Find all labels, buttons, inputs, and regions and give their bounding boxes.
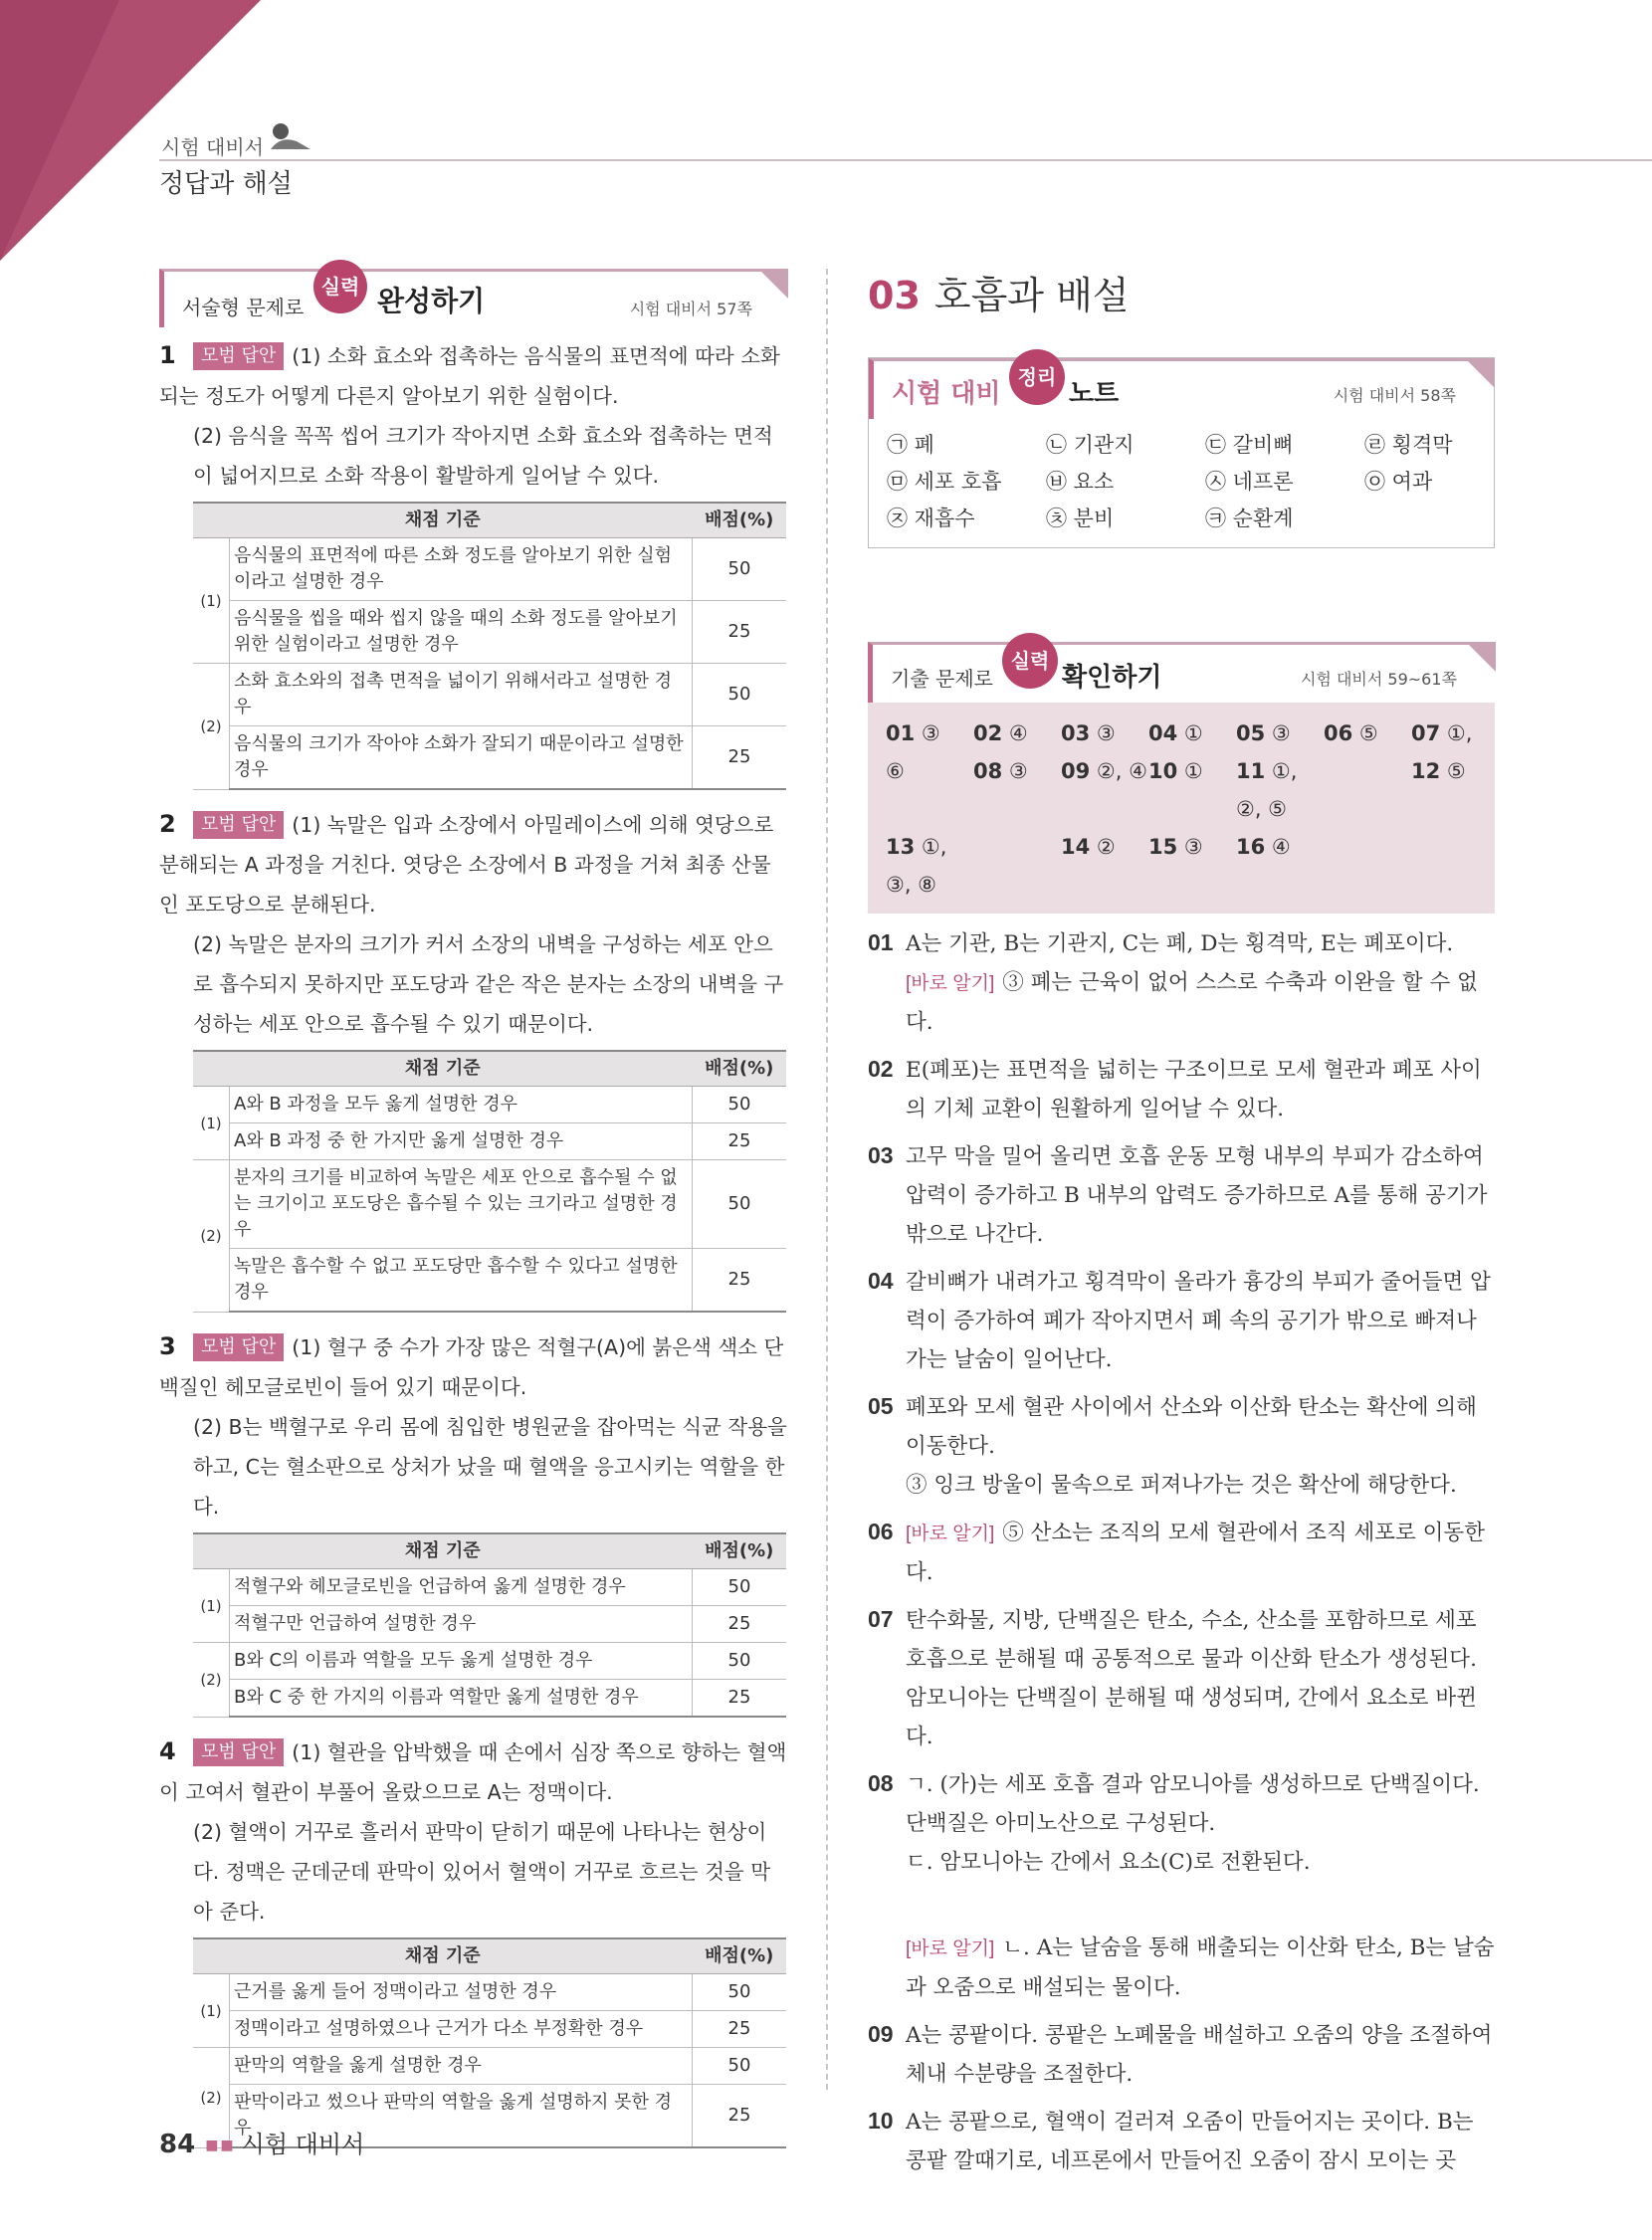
- question-item: [159, 804, 788, 1313]
- question-item: [159, 1326, 788, 1718]
- header-rule: [159, 159, 1652, 161]
- rubric-row: [193, 1160, 786, 1249]
- note-page-ref: 시험 대비서 58쪽: [1333, 386, 1456, 405]
- rubric-points-cell: 50: [693, 1087, 787, 1123]
- character-icon: [267, 121, 312, 151]
- explanation-text: E(폐포)는 표면적을 넓히는 구조이므로 모세 혈관과 폐포 사이의 기체 교환이 원활하게 일어날 수 있다.: [906, 1058, 1482, 1121]
- explanation-item: [868, 923, 1495, 1042]
- answer-choice: ①,: [1446, 721, 1473, 745]
- term-item: ㉩ 분비: [1046, 507, 1115, 530]
- rubric-points-cell: 50: [693, 2048, 787, 2085]
- answer-number: 03: [1061, 721, 1091, 745]
- answer-cell: [973, 752, 1061, 828]
- rubric-points-cell: 25: [693, 2085, 787, 2148]
- explanation-text: A는 기관, B는 기관지, C는 폐, D는 횡격막, E는 폐포이다.: [906, 931, 1454, 956]
- explanation-item: [868, 1764, 1495, 1882]
- rubric-criteria-cell: A와 B 과정을 모두 옳게 설명한 경우: [230, 1087, 693, 1123]
- banner-page-ref: 시험 대비서 57쪽: [629, 300, 752, 318]
- answer-number: 16: [1236, 835, 1266, 859]
- question-first-line: [159, 1731, 788, 1812]
- explanation-text: 고무 막을 밀어 올리면 호흡 운동 모형 내부의 부피가 감소하여 압력이 증가하고 B 내부의 압력도 증가하므로 A를 통해 공기가 밖으로 나간다.: [906, 1144, 1488, 1247]
- rubric-criteria-cell: B와 C의 이름과 역할을 모두 옳게 설명한 경우: [230, 1643, 693, 1680]
- rubric-header-row: [193, 1938, 786, 1974]
- rubric-criteria-cell: 음식물의 크기가 작아야 소화가 잘되기 때문이라고 설명한 경우: [230, 726, 693, 790]
- explanation-item: [868, 1136, 1495, 1254]
- explanation-subtext: ㄷ. 암모니아는 간에서 요소(C)로 전환된다.: [906, 1850, 1311, 1875]
- rubric-part-label: (1): [193, 1569, 230, 1643]
- answer-choice: ⑤: [1446, 759, 1466, 783]
- explanation-number: 02: [868, 1056, 894, 1082]
- check-prefix: 기출 문제로: [891, 667, 993, 691]
- question-first-line: [159, 804, 788, 924]
- summary-note-header: [869, 358, 1494, 419]
- explanation-item: [868, 1513, 1495, 1592]
- answer-choice: ③: [1183, 835, 1203, 859]
- answer-choice: ④: [1271, 835, 1291, 859]
- chapter-title: [868, 265, 1495, 319]
- rubric-points-header: 배점(%): [693, 1938, 787, 1974]
- correction-tag: [바로 알기]: [906, 973, 995, 994]
- footer-bullets-icon: ■■: [205, 2138, 236, 2153]
- rubric-row: [193, 726, 786, 790]
- check-corner: [1466, 642, 1496, 672]
- answer-cell: [1236, 714, 1324, 752]
- answer-cell: [1324, 714, 1411, 752]
- term-item: [1364, 501, 1504, 537]
- explanation-number: 05: [868, 1393, 894, 1419]
- rubric-points-cell: 25: [693, 1606, 787, 1643]
- rubric-points-cell: 25: [693, 1680, 787, 1718]
- note-prefix: 시험 대비: [892, 379, 1001, 409]
- term-item: ㉡ 기관지: [1046, 433, 1135, 457]
- term-item: ㉢ 갈비뼈: [1205, 433, 1294, 457]
- term-item: ㉦ 네프론: [1205, 470, 1294, 494]
- rubric-criteria-cell: 소화 효소와의 접촉 면적을 넓이기 위해서라고 설명한 경우: [230, 664, 693, 726]
- term-grid: [869, 419, 1494, 547]
- rubric-criteria-header: 채점 기준: [193, 1533, 693, 1569]
- answer-choice: ②: [1096, 835, 1116, 859]
- note-title: 노트: [1069, 379, 1120, 409]
- explanation-number: 10: [868, 2108, 894, 2134]
- answer-cell: [1324, 828, 1411, 904]
- term-item: ㉤ 세포 호흡: [887, 470, 1002, 494]
- answer-text: (2) 녹말은 분자의 크기가 커서 소장의 내벽을 구성하는 세포 안으로 흡수되지 못하지만 포도당과 같은 작은 분자는 소장의 내벽을 구성하는 세포 안으로 흡수될 수 있기 때문이다.: [193, 932, 784, 1036]
- term-item: ㉨ 재흡수: [887, 507, 975, 530]
- answer-choice: ③: [1096, 721, 1116, 745]
- header-series-title: 시험 대비서: [161, 135, 264, 159]
- explanation-number: 07: [868, 1606, 894, 1632]
- rubric-row: [193, 664, 786, 726]
- note-badge: 정리: [1009, 349, 1065, 405]
- answer-text: (2) B는 백혈구로 우리 몸에 침입한 병원균을 잡아먹는 식균 작용을 하고, C는 혈소판으로 상처가 났을 때 혈액을 응고시키는 역할을 한다.: [193, 1415, 787, 1519]
- model-answer-tag: 모범 답안: [193, 342, 284, 370]
- rubric-points-cell: 25: [693, 2011, 787, 2048]
- question-first-line: [159, 335, 788, 416]
- rubric-points-cell: 25: [693, 726, 787, 790]
- right-column: [868, 265, 1495, 2180]
- answer-number: 05: [1236, 721, 1266, 745]
- question-item: [159, 1731, 788, 2148]
- rubric-points-cell: 25: [693, 1249, 787, 1313]
- answer-text: (1) 소화 효소와 접촉하는 음식물의 표면적에 따라 소화되는 정도가 어떻게 다른지 알아보기 위한 실험이다.: [159, 344, 780, 408]
- banner-badge: 실력: [313, 260, 367, 313]
- answer-cell: [1411, 714, 1499, 752]
- answer-grid: [868, 703, 1495, 914]
- explanation-text: A는 콩팥으로, 혈액이 걸러져 오줌이 만들어지는 곳이다. B는 콩팥 깔때기로, 네프론에서 만들어진 오줌이 잠시 모이는 곳: [906, 2110, 1474, 2173]
- term-item: ㉧ 여과: [1364, 470, 1433, 494]
- explanation-number: 06: [868, 1519, 894, 1544]
- check-badge: 실력: [1002, 633, 1058, 689]
- explanation-subline: [906, 1843, 1495, 1882]
- answer-choice: ①: [1183, 721, 1203, 745]
- rubric-part-label: (2): [193, 1643, 230, 1718]
- answer-number: 14: [1061, 835, 1091, 859]
- model-answer-tag: 모범 답안: [193, 1738, 284, 1766]
- rubric-criteria-cell: 적혈구와 헤모글로빈을 언급하여 옳게 설명한 경우: [230, 1569, 693, 1606]
- rubric-table: [193, 1532, 786, 1718]
- rubric-part-label: (1): [193, 1087, 230, 1160]
- answer-cell: [1411, 752, 1499, 828]
- rubric-criteria-header: 채점 기준: [193, 1051, 693, 1087]
- explanation-number: 09: [868, 2021, 894, 2047]
- rubric-row: [193, 601, 786, 664]
- explanation-subtext: ③ 잉크 방울이 물속으로 퍼져나가는 것은 확산에 해당한다.: [906, 1473, 1457, 1498]
- rubric-points-header: 배점(%): [693, 1533, 787, 1569]
- left-column: [159, 269, 788, 2162]
- footer-label: 시험 대비서: [241, 2131, 365, 2158]
- rubric-criteria-cell: 판막의 역할을 옳게 설명한 경우: [230, 2048, 693, 2085]
- explanation-subtext: ③ 폐는 근육이 없어 스스로 수축과 이완을 할 수 없다.: [906, 970, 1478, 1035]
- question-number: 2: [159, 810, 176, 838]
- rubric-header-row: [193, 503, 786, 538]
- chapter-number: 03: [868, 274, 921, 317]
- rubric-criteria-cell: 적혈구만 언급하여 설명한 경우: [230, 1606, 693, 1643]
- banner-prefix: 서술형 문제로: [182, 296, 305, 319]
- rubric-criteria-cell: 분자의 크기를 비교하여 녹말은 세포 안으로 흡수될 수 없는 크기이고 포도당은 흡수될 수 있는 크기라고 설명한 경우: [230, 1160, 693, 1249]
- question-number: 3: [159, 1332, 176, 1360]
- page-number: 84: [159, 2130, 196, 2159]
- explanation-number: 08: [868, 1770, 894, 1796]
- answer-choice: ⑤: [1358, 721, 1378, 745]
- explanation-number: 03: [868, 1142, 894, 1168]
- page-title: 정답과 해설: [159, 169, 293, 199]
- explanation-item: [868, 1262, 1495, 1379]
- term-item: ㉣ 횡격막: [1364, 433, 1453, 457]
- explanation-subline: [906, 1929, 1495, 2007]
- answer-choice: ③: [1271, 721, 1291, 745]
- answer-choice: ⑥: [886, 759, 905, 783]
- answer-number: 12: [1411, 759, 1441, 783]
- question-list: [159, 335, 788, 2148]
- explanation-list: [868, 923, 1495, 2180]
- term-item: ㉥ 요소: [1046, 470, 1115, 494]
- answer-cell: [1236, 828, 1324, 904]
- explanation-number: 04: [868, 1268, 894, 1294]
- rubric-criteria-cell: 근거를 옳게 들어 정맥이라고 설명한 경우: [230, 1974, 693, 2011]
- page-footer: [159, 2125, 364, 2159]
- rubric-criteria-cell: A와 B 과정 중 한 가지만 옳게 설명한 경우: [230, 1123, 693, 1160]
- rubric-part-label: (1): [193, 1974, 230, 2048]
- explanation-item: [868, 1890, 1495, 2007]
- rubric-criteria-cell: 녹말은 흡수할 수 없고 포도당만 흡수할 수 있다고 설명한 경우: [230, 1249, 693, 1313]
- check-page-ref: 시험 대비서 59~61쪽: [1300, 670, 1457, 689]
- explanation-item: [868, 1050, 1495, 1128]
- answer-check-box: [868, 642, 1495, 914]
- explanation-text: 갈비뼈가 내려가고 횡격막이 올라가 흉강의 부피가 줄어들면 압력이 증가하여 폐가 작아지면서 폐 속의 공기가 밖으로 빠져나가는 날숨이 일어난다.: [906, 1270, 1491, 1372]
- answer-choice: ②, ④: [1096, 759, 1147, 783]
- rubric-points-cell: 25: [693, 601, 787, 664]
- explanation-text: ㄱ. (가)는 세포 호흡 결과 암모니아를 생성하므로 단백질이다. 단백질은 아미노산으로 구성된다.: [906, 1772, 1480, 1836]
- answer-number: 02: [973, 721, 1003, 745]
- explanation-text: 탄수화물, 지방, 단백질은 탄소, 수소, 산소를 포함하므로 세포 호흡으로 분해될 때 공통적으로 물과 이산화 탄소가 생성된다. 암모니아는 단백질이 분해될 때 생성되며, 간에서 요소로 바뀐다.: [906, 1608, 1477, 1749]
- answer-text: (1) 혈구 중 수가 가장 많은 적혈구(A)에 붉은색 색소 단백질인 헤모글로빈이 들어 있기 때문이다.: [159, 1335, 784, 1399]
- answer-text: (2) 혈액이 거꾸로 흘러서 판막이 닫히기 때문에 나타나는 현상이다. 정맥은 군데군데 판막이 있어서 혈액이 거꾸로 흐르는 것을 막아 준다.: [193, 1820, 771, 1924]
- note-corner: [1465, 358, 1495, 388]
- model-answer-tag: 모범 답안: [193, 811, 284, 839]
- answer-number: 09: [1061, 759, 1091, 783]
- explanation-item: [868, 1387, 1495, 1505]
- model-answer-tag: 모범 답안: [193, 1333, 284, 1361]
- answer-cell: [1148, 752, 1236, 828]
- answer-check-header: [868, 642, 1495, 703]
- rubric-row: [193, 1569, 786, 1606]
- answer-cell: [886, 828, 973, 904]
- rubric-table: [193, 1937, 786, 2148]
- rubric-header-row: [193, 1051, 786, 1087]
- explanation-number: 01: [868, 929, 894, 955]
- corner-decoration-shade: [0, 0, 119, 261]
- banner-corner: [758, 269, 788, 299]
- answer-cell: [1061, 828, 1148, 904]
- question-number: 4: [159, 1737, 176, 1765]
- answer-number: 11: [1236, 759, 1266, 783]
- explanation-subline: [906, 963, 1495, 1042]
- rubric-row: [193, 538, 786, 601]
- banner-title: 완성하기: [377, 285, 486, 317]
- answer-cell: [1148, 714, 1236, 752]
- answer-choice: ①, ③, ⑧: [886, 835, 947, 897]
- rubric-row: [193, 1680, 786, 1718]
- rubric-criteria-cell: 정맥이라고 설명하였으나 근거가 다소 부정확한 경우: [230, 2011, 693, 2048]
- chapter-name: 호흡과 배설: [933, 274, 1130, 317]
- answer-number: 10: [1148, 759, 1178, 783]
- rubric-points-header: 배점(%): [693, 503, 787, 538]
- answer-text: (2) 음식을 꼭꼭 씹어 크기가 작아지면 소화 효소와 접촉하는 면적이 넓어지므로 소화 작용이 활발하게 일어날 수 있다.: [193, 424, 773, 488]
- rubric-criteria-cell: 판막이라고 썼으나 판막의 역할을 옳게 설명하지 못한 경우: [230, 2085, 693, 2148]
- explanation-item: [868, 2015, 1495, 2094]
- answer-cell: [973, 828, 1061, 904]
- answer-choice: ①, ②, ⑤: [1236, 759, 1298, 821]
- rubric-row: [193, 2048, 786, 2085]
- answer-cell: [973, 714, 1061, 752]
- answer-cell: [1061, 752, 1148, 828]
- answer-cell: [886, 714, 973, 752]
- rubric-part-label: (1): [193, 538, 230, 664]
- rubric-row: [193, 1249, 786, 1313]
- answer-number: 01: [886, 721, 916, 745]
- rubric-part-label: (2): [193, 1160, 230, 1313]
- rubric-points-cell: 50: [693, 1643, 787, 1680]
- explanation-text: A는 콩팥이다. 콩팥은 노폐물을 배설하고 오줌의 양을 조절하여 체내 수분량을 조절한다.: [906, 2023, 1493, 2087]
- summary-note-box: [868, 357, 1495, 548]
- check-title: 확인하기: [1062, 663, 1162, 693]
- rubric-criteria-header: 채점 기준: [193, 503, 693, 538]
- rubric-row: [193, 2011, 786, 2048]
- rubric-criteria-cell: B와 C 중 한 가지의 이름과 역할만 옳게 설명한 경우: [230, 1680, 693, 1718]
- explanation-subtext: ㄴ. A는 날숨을 통해 배출되는 이산화 탄소, B는 날숨과 오줌으로 배설되는 물이다.: [906, 1935, 1495, 2000]
- answer-number: 13: [886, 835, 916, 859]
- explanation-item: [868, 1600, 1495, 1756]
- correction-tag: [바로 알기]: [906, 1938, 995, 1959]
- answer-cell: [1411, 828, 1499, 904]
- column-divider: [826, 269, 828, 2090]
- rubric-part-label: (2): [193, 2048, 230, 2148]
- rubric-row: [193, 1123, 786, 1160]
- rubric-row: [193, 1087, 786, 1123]
- rubric-table: [193, 502, 786, 790]
- answer-number: 15: [1148, 835, 1178, 859]
- answer-number: 06: [1324, 721, 1353, 745]
- section-banner-essay: [159, 269, 788, 327]
- answer-cell: [1324, 752, 1411, 828]
- rubric-row: [193, 1643, 786, 1680]
- answer-text: (1) 혈관을 압박했을 때 손에서 심장 쪽으로 향하는 혈액이 고여서 혈관이 부풀어 올랐으므로 A는 정맥이다.: [159, 1740, 787, 1804]
- correction-tag: [바로 알기]: [906, 1524, 995, 1544]
- term-item: ㉪ 순환계: [1205, 507, 1294, 530]
- question-number: 1: [159, 341, 176, 369]
- rubric-criteria-header: 채점 기준: [193, 1938, 693, 1974]
- answer-cell: [1148, 828, 1236, 904]
- answer-choice: ①: [1183, 759, 1203, 783]
- rubric-part-label: (2): [193, 664, 230, 790]
- explanation-text: 폐포와 모세 혈관 사이에서 산소와 이산화 탄소는 확산에 의해 이동한다.: [906, 1395, 1477, 1459]
- answer-choice: ③: [1008, 759, 1028, 783]
- rubric-header-row: [193, 1533, 786, 1569]
- answer-text: (1) 녹말은 입과 소장에서 아밀레이스에 의해 엿당으로 분해되는 A 과정을 거친다. 엿당은 소장에서 B 과정을 거쳐 최종 산물인 포도당으로 분해된다.: [159, 813, 774, 916]
- answer-number: 07: [1411, 721, 1441, 745]
- rubric-points-header: 배점(%): [693, 1051, 787, 1087]
- answer-choice: ③: [921, 721, 940, 745]
- answer-choice: ④: [1008, 721, 1028, 745]
- answer-number: 08: [973, 759, 1003, 783]
- rubric-row: [193, 1606, 786, 1643]
- rubric-points-cell: 50: [693, 1160, 787, 1249]
- rubric-table: [193, 1050, 786, 1313]
- answer-cell: [1236, 752, 1324, 828]
- rubric-points-cell: 50: [693, 1974, 787, 2011]
- rubric-points-cell: 50: [693, 1569, 787, 1606]
- term-item: ㉠ 폐: [887, 433, 934, 457]
- rubric-row: [193, 1974, 786, 2011]
- answer-cell: [886, 752, 973, 828]
- question-item: [159, 335, 788, 790]
- explanation-text: ⑤ 산소는 조직의 모세 혈관에서 조직 세포로 이동한다.: [906, 1521, 1485, 1585]
- rubric-criteria-cell: 음식물을 씹을 때와 씹지 않을 때의 소화 정도를 알아보기 위한 실험이라고 설명한 경우: [230, 601, 693, 664]
- answer-cell: [1061, 714, 1148, 752]
- explanation-item: [868, 2102, 1495, 2180]
- rubric-criteria-cell: 음식물의 표면적에 따른 소화 정도를 알아보기 위한 실험이라고 설명한 경우: [230, 538, 693, 601]
- explanation-subline: [906, 1466, 1495, 1505]
- answer-number: 04: [1148, 721, 1178, 745]
- rubric-points-cell: 25: [693, 1123, 787, 1160]
- rubric-points-cell: 50: [693, 538, 787, 601]
- rubric-points-cell: 50: [693, 664, 787, 726]
- question-first-line: [159, 1326, 788, 1407]
